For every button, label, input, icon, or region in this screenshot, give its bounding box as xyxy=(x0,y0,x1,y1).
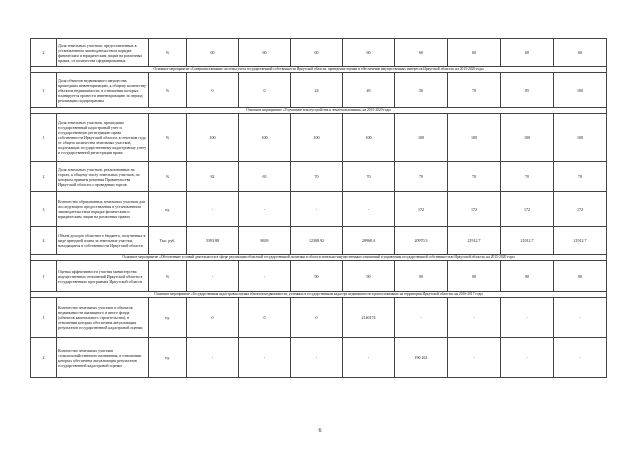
value-cell: 65 xyxy=(239,162,291,192)
value-cell: 60 xyxy=(291,39,343,67)
indicator-name: Доля земельных участков, прошедших государственный кадастровый учет и государственную регистрацию права собственности Иркутской области, в отчетном году, от общего количества земельных участков, подлежащих государственному кадастровому учету и государственной регистрации права xyxy=(57,114,149,162)
value-cell: - xyxy=(554,338,607,378)
value-cell: 100 xyxy=(239,114,291,162)
value-cell: 2140174 xyxy=(343,298,395,338)
row-number: 3 xyxy=(31,192,57,227)
value-cell: 172 xyxy=(554,192,607,227)
value-cell: 90 xyxy=(448,261,501,292)
table-row xyxy=(31,114,607,162)
value-cell: 20968.4 xyxy=(343,227,395,255)
value-cell: - xyxy=(343,192,395,227)
section-title: Основное мероприятие «Улучшение землеустройства и землепользования» на 2015-2020 годы xyxy=(31,108,607,114)
value-cell: - xyxy=(239,261,291,292)
value-cell: 172 xyxy=(448,192,501,227)
value-cell: 12308.92 xyxy=(291,227,343,255)
table-row xyxy=(31,39,607,67)
value-cell: 21912.7 xyxy=(501,227,554,255)
unit-cell: ед. xyxy=(149,298,187,338)
value-cell: 172 xyxy=(395,192,448,227)
value-cell: 100 xyxy=(395,114,448,162)
value-cell: 100 xyxy=(187,114,239,162)
value-cell: 60 xyxy=(343,39,395,67)
value-cell: 5393.88 xyxy=(187,227,239,255)
table-row xyxy=(31,73,607,108)
value-cell: - xyxy=(187,261,239,292)
value-cell: 70 xyxy=(448,162,501,192)
value-cell: - xyxy=(448,298,501,338)
value-cell: 100 xyxy=(343,114,395,162)
value-cell: - xyxy=(291,192,343,227)
row-number: 1 xyxy=(31,298,57,338)
value-cell: - xyxy=(343,338,395,378)
value-cell: 8639 xyxy=(239,227,291,255)
indicator-name: Количество земельных участков сельскохозяйственного назначения, в отношении которых обеспечена актуализация результатов государственной кадастровой оценки xyxy=(57,338,149,378)
row-number: 2 xyxy=(31,338,57,378)
value-cell: 24 xyxy=(291,73,343,108)
indicator-name: Количество земельных участков и объектов недвижимости жилищного и иного фонда (объектов капитального строительства), в отношении которых обеспечена актуализация результатов государственной кадастровой оценки xyxy=(57,298,149,338)
indicator-table xyxy=(30,38,607,378)
table-row xyxy=(31,261,607,292)
row-number: 1 xyxy=(31,73,57,108)
value-cell: 60 xyxy=(187,39,239,67)
value-cell: 90 xyxy=(501,261,554,292)
value-cell: 0 xyxy=(239,298,291,338)
row-number: 1 xyxy=(31,114,57,162)
value-cell: 100 xyxy=(554,73,607,108)
value-cell: - xyxy=(187,338,239,378)
indicator-name: Доля земельных участков, реализованных на торгах, к общему числу земельных участков, по которым приняты решения Правительства Иркутской области о проведении торгов xyxy=(57,162,149,192)
value-cell: 70 xyxy=(448,73,501,108)
unit-cell: ед. xyxy=(149,338,187,378)
value-cell: 100 xyxy=(501,114,554,162)
table-row xyxy=(31,227,607,255)
value-cell: 82 xyxy=(187,162,239,192)
table-body xyxy=(31,39,607,378)
value-cell: 0 xyxy=(239,73,291,108)
value-cell: - xyxy=(239,192,291,227)
value-cell: 60 xyxy=(448,39,501,67)
indicator-name: Объем доходов областного бюджета, полученных в виде арендной платы за земельные участки, находящиеся в собственности Иркутской области xyxy=(57,227,149,255)
value-cell: - xyxy=(448,338,501,378)
value-cell: - xyxy=(291,338,343,378)
value-cell: 0 xyxy=(187,73,239,108)
value-cell: 190 261 xyxy=(395,338,448,378)
unit-cell: ед. xyxy=(149,192,187,227)
value-cell: 21912.7 xyxy=(448,227,501,255)
indicator-name: Количество образованных земельных участков для последующего предоставления в установленном законодательством порядке физическим и юридическим лицам на различных правах xyxy=(57,192,149,227)
value-cell: 70 xyxy=(554,162,607,192)
section-title: Основное мероприятие «Обеспечение условий деятельности в сфере реализации областной государственной политики в области земельно-имущественных отношений и управления государственной собственностью Иркутской области» на 2015-2020 годы xyxy=(31,255,607,261)
section-title: Основное мероприятие «Совершенствование системы учета государственной собственности Иркутской области, проведение оценки и обеспечение имущественных интересов Иркутской области» на 2015-2020 годы xyxy=(31,67,607,73)
value-cell: 70 xyxy=(501,162,554,192)
table-row xyxy=(31,192,607,227)
value-cell: 100 xyxy=(291,114,343,162)
value-cell: 60 xyxy=(395,39,448,67)
value-cell: 90 xyxy=(395,261,448,292)
value-cell: 0 xyxy=(187,298,239,338)
indicator-name: Оценка эффективности участия министерства имущественных отношений Иркутской области в государственных программах Иркутской области xyxy=(57,261,149,292)
value-cell: 100 xyxy=(554,114,607,162)
value-cell: 90 xyxy=(343,261,395,292)
unit-cell: % xyxy=(149,73,187,108)
unit-cell: % xyxy=(149,114,187,162)
row-number: 2 xyxy=(31,39,57,67)
value-cell: - xyxy=(501,338,554,378)
value-cell: 85 xyxy=(501,73,554,108)
value-cell: - xyxy=(187,192,239,227)
value-cell: - xyxy=(239,338,291,378)
value-cell: 56 xyxy=(395,73,448,108)
value-cell: 49 xyxy=(343,73,395,108)
value-cell: 60 xyxy=(239,39,291,67)
value-cell: 20970.3 xyxy=(395,227,448,255)
indicator-name: Доля земельных участков, предоставленных в установленном законодательством порядке физическим и юридическим лицам на различных правах, от количества сформированных xyxy=(57,39,149,67)
page-number: 6 xyxy=(318,428,322,434)
unit-cell: % xyxy=(149,261,187,292)
table-row xyxy=(31,298,607,338)
value-cell: 60 xyxy=(554,39,607,67)
value-cell: 60 xyxy=(501,39,554,67)
table-row xyxy=(31,338,607,378)
unit-cell: Тыс. руб. xyxy=(149,227,187,255)
unit-cell: % xyxy=(149,162,187,192)
section-title: Основное мероприятие «Государственная кадастровая оценка объектов недвижимости, учтенных в государственном кадастре недвижимости и расположенных на территории Иркутской области» на 2016-2017 годы xyxy=(31,292,607,298)
unit-cell: % xyxy=(149,39,187,67)
value-cell: 0 xyxy=(291,298,343,338)
indicator-name: Доля объектов недвижимого имущества, прошедших инвентаризацию, к общему количеству объектов недвижимости, в отношении которых планируется провести инвентаризацию за период реализации подпрограммы xyxy=(57,73,149,108)
value-cell: - xyxy=(395,298,448,338)
row-number: 1 xyxy=(31,261,57,292)
value-cell: - xyxy=(554,298,607,338)
value-cell: 90 xyxy=(291,261,343,292)
value-cell: 70 xyxy=(395,162,448,192)
value-cell: 70 xyxy=(343,162,395,192)
row-number: 2 xyxy=(31,162,57,192)
value-cell: 90 xyxy=(554,261,607,292)
table-row xyxy=(31,162,607,192)
value-cell: 70 xyxy=(291,162,343,192)
row-number: 4 xyxy=(31,227,57,255)
value-cell: 21912.7 xyxy=(554,227,607,255)
value-cell: - xyxy=(501,298,554,338)
value-cell: 100 xyxy=(448,114,501,162)
value-cell: 172 xyxy=(501,192,554,227)
